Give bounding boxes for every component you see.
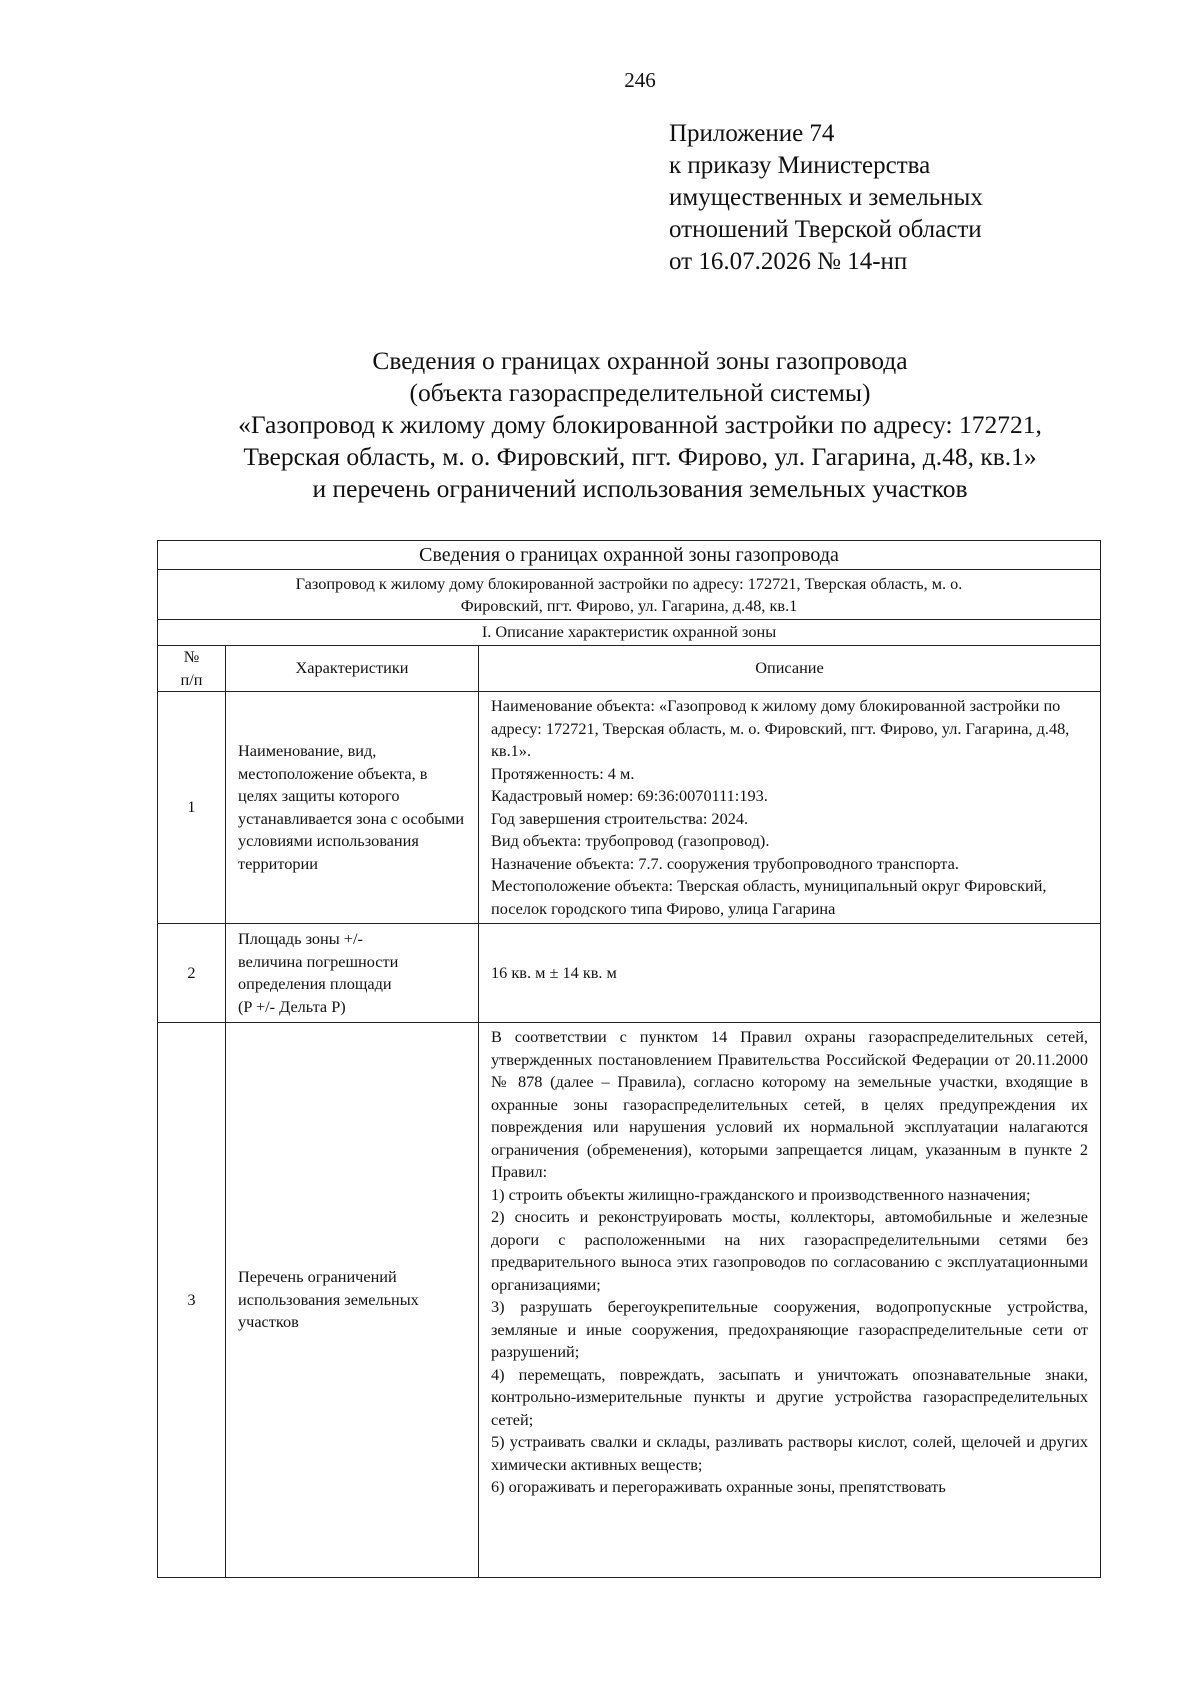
- row-description: [479, 1023, 1101, 1578]
- document-title: [160, 345, 1120, 505]
- desc-object-type: Вид объекта: трубопровод (газопровод).: [491, 831, 770, 850]
- desc-object-name: Наименование объекта: «Газопровод к жилому дому блокированной застройки по адресу: 172721, Тверская область, м. о. Фировский, пгт. Фирово, ул. Гагарина, д.48, кв.1».: [491, 696, 1070, 760]
- restriction-item: 5) устраивать свалки и склады, разливать растворы кислот, солей, щелочей и других химически активных веществ;: [491, 1432, 1089, 1474]
- desc-completion-year: Год завершения строительства: 2024.: [491, 808, 749, 828]
- appendix-line: к приказу Министерства: [669, 152, 931, 179]
- row-description: [479, 692, 1101, 924]
- desc-object-location: Местоположение объекта: Тверская область, муниципальный округ Фировский, поселок городского типа Фирово, улица Гагарина: [491, 876, 1047, 918]
- table-section-header: Сведения о границах охранной зоны газопровода: [158, 541, 1101, 570]
- characteristic-line: Площадь зоны +/-: [238, 929, 363, 948]
- row-number: 2: [158, 924, 226, 1023]
- protection-zone-table: [157, 540, 1101, 1578]
- table-object-name: [158, 570, 1101, 620]
- title-line: (объекта газораспределительной системы): [409, 378, 871, 407]
- row-number: 3: [158, 1023, 226, 1578]
- restriction-item: 4) перемещать, повреждать, засыпать и уничтожать опознавательные знаки, контрольно-измерительные пункты и другие устройства газораспределительных сетей;: [491, 1364, 1089, 1429]
- restriction-item: 6) огораживать и перегораживать охранные зоны, препятствовать: [491, 1477, 946, 1496]
- desc-object-purpose: Назначение объекта: 7.7. сооружения трубопроводного транспорта.: [491, 853, 959, 873]
- page-number: 246: [624, 68, 656, 92]
- row-characteristic: Перечень ограничений использования земельных участков: [226, 1023, 479, 1578]
- row-number: 1: [158, 692, 226, 924]
- characteristic-line: определения площади: [238, 974, 392, 993]
- column-header-num-line: п/п: [180, 669, 203, 689]
- appendix-block: [669, 118, 983, 278]
- table-subsection-header: I. Описание характеристик охранной зоны: [158, 620, 1101, 646]
- appendix-line: отношений Тверской области: [669, 216, 982, 243]
- title-line: Сведения о границах охранной зоны газопровода: [372, 346, 908, 375]
- restrictions-intro: В соответствии с пунктом 14 Правил охраны газораспределительных сетей, утвержденных постановлением Правительства Российской Федерации от 20.11.2000 № 878 (далее – Правила), согласно которому на земельные участки, входящие в охранные зоны газораспределительных сетей, в целях предупреждения их повреждения или нарушения условий их нормальной эксплуатации налагаются ограничения (обременения), которыми запрещается лицам, указанным в пункте 2 Правил:: [491, 1027, 1089, 1181]
- appendix-line: Приложение 74: [669, 120, 835, 147]
- characteristic-line: (P +/- Дельта P): [238, 996, 346, 1016]
- restriction-item: 1) строить объекты жилищно-гражданского и производственного назначения;: [491, 1184, 1031, 1204]
- table-row: [158, 692, 1101, 924]
- table-column-headers: [158, 646, 1101, 692]
- column-header-characteristics: Характеристики: [226, 646, 479, 692]
- appendix-line: от 16.07.2026 № 14-нп: [669, 248, 908, 275]
- restriction-item: 2) сносить и реконструировать мосты, коллекторы, автомобильные и железные дороги с расположенными на них газораспределительными сетями без предварительного выноса этих газопроводов по согласованию с эксплуатационными организациями;: [491, 1207, 1089, 1294]
- object-name-line: Газопровод к жилому дому блокированной застройки по адресу: 172721, Тверская область, м. о.: [295, 573, 963, 593]
- title-line: Тверская область, м. о. Фировский, пгт. Фирово, ул. Гагарина, д.48, кв.1»: [243, 442, 1037, 471]
- column-header-num-line: №: [183, 647, 200, 666]
- table-row: [158, 1023, 1101, 1578]
- object-name-line: Фировский, пгт. Фирово, ул. Гагарина, д.48, кв.1: [460, 595, 798, 615]
- restriction-item: 3) разрушать берегоукрепительные сооружения, водопропускные устройства, земляные и иные сооружения, предохраняющие газораспределительные сети от разрушений;: [491, 1297, 1089, 1361]
- title-line: «Газопровод к жилому дому блокированной застройки по адресу: 172721,: [238, 410, 1042, 439]
- desc-length: Протяженность: 4 м.: [491, 763, 635, 783]
- desc-cadastral-number: Кадастровый номер: 69:36:0070111:193.: [491, 786, 768, 805]
- title-line: и перечень ограничений использования земельных участков: [312, 474, 968, 503]
- row-characteristic: Наименование, вид, местоположение объекта, в целях защиты которого устанавливается зона с особыми условиями использования территории: [226, 692, 479, 924]
- column-header-num: [158, 646, 226, 692]
- row-characteristic: [226, 924, 479, 1023]
- appendix-line: имущественных и земельных: [669, 184, 983, 211]
- table-row: [158, 924, 1101, 1023]
- row-description: 16 кв. м ± 14 кв. м: [479, 924, 1101, 1023]
- characteristic-line: величина погрешности: [238, 951, 399, 971]
- column-header-description: Описание: [479, 646, 1101, 692]
